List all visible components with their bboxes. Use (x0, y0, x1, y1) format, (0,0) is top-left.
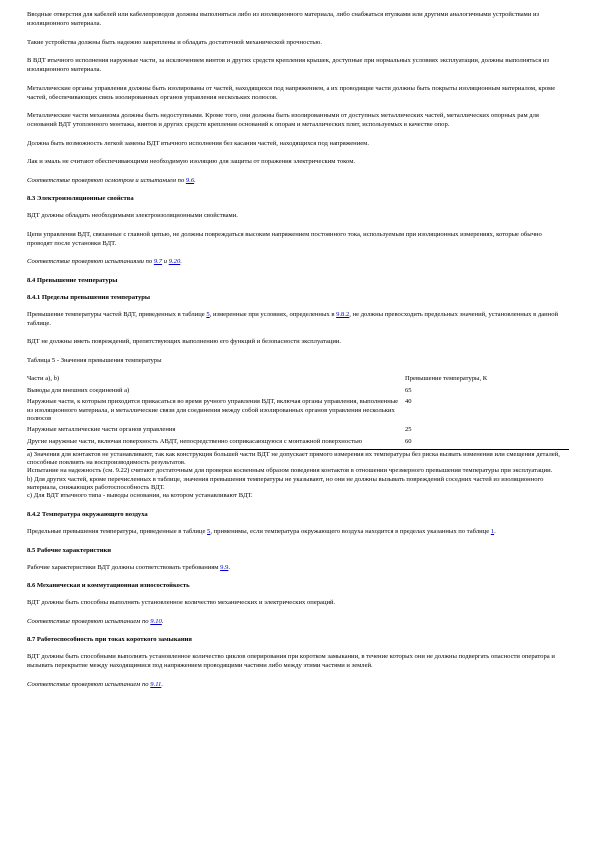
paragraph: ВДТ должны обладать необходимыми электроизоляционными свойствами. (27, 212, 238, 219)
table-row (27, 387, 569, 398)
table-row (27, 438, 569, 450)
header-value: Превышение температуры, К (405, 374, 488, 382)
section-heading-8-6: 8.6 Механическая и коммутационная износостойкость (27, 582, 190, 590)
link-9-8-2[interactable]: 9.8.2 (336, 310, 350, 318)
cell-value: 40 (405, 398, 412, 406)
table-notes-row (27, 449, 569, 500)
table-row (27, 398, 569, 426)
subsection-heading-8-4-1: 8.4.1 Пределы превышения температуры (27, 293, 151, 301)
paragraph-text: , применимы, если температура окружающего воздуха находится в пределах указанных по таблице (210, 528, 491, 536)
compliance-check-text: Соответствие проверяют испытаниями по (27, 258, 154, 265)
cell-value: 60 (405, 437, 412, 445)
paragraph-text: , не должны превосходить предельных значений, установленных в данной таблице. (27, 310, 559, 327)
cell-part: Другие наружные части, включая поверхность АВДТ, непосредственно соприкасающуюся с монтажной поверхностью (27, 437, 363, 445)
paragraph (27, 563, 569, 572)
paragraph: В ВДТ втычного исполнения наружные части, за исключением винтов и других средств крепления крышек, доступные при нормальных условиях эксплуатации, должны выполняться из изоляционного материала. (27, 57, 550, 73)
table-caption: Таблица 5 - Значения превышения температуры (27, 356, 162, 364)
paragraph (27, 527, 569, 536)
document-page (27, 10, 569, 698)
compliance-check (27, 680, 569, 689)
paragraph: Лак и эмаль не считают обеспечивающими необходимую изоляцию для защиты от поражения электрическим током. (27, 158, 356, 165)
conjunction: и (162, 258, 169, 265)
table-note: с) Для ВДТ втычного типа - выводы основания, на котором устанавливают ВДТ. (27, 492, 253, 500)
paragraph: ВДТ должны быть способными выполнять установленное количество циклов оперирования при коротком замыкании, в течение которых они не должны подвергать опасности оператора и вызывать перекрытие между находящимися под напряжением проводящими частями либо между этими частями и землей. (27, 653, 555, 670)
paragraph: ВДТ не должны иметь повреждений, препятствующих выполнению его функций и безопасности эксплуатации. (27, 338, 342, 345)
table-row (27, 426, 569, 437)
compliance-check-text: Соответствие проверяют испытанием по (27, 680, 151, 688)
table-note: а) Значения для контактов не устанавливают, так как конструкция большей части ВДТ не допускает прямого измерения их температуры без риска вызвать изменения или смещения деталей, способные повлиять на воспроизводимость результатов. (27, 450, 560, 466)
link-9-20[interactable]: 9.20 (168, 258, 181, 265)
compliance-check (27, 176, 569, 185)
cell-value: 25 (405, 426, 412, 434)
link-table-5[interactable]: 5 (206, 310, 210, 318)
header-part: Части а), b) (27, 374, 60, 382)
punctuation: . (194, 176, 196, 184)
table-note: Испытание на надежность (см. 9.22) считают достаточным для проверки косвенным образом поведения контактов в отношении чрезмерного превышения температуры при эксплуатации. (27, 467, 553, 475)
paragraph: Металлические части механизма должны быть недоступными. Кроме того, они должны быть изолированными от доступных металлических частей, металлических опорных рам для оснований ВДТ утопленного монтажа, винтов и других средств крепления оснований к опорам и металлических плит, используемых в качестве опор. (27, 112, 539, 128)
compliance-check (27, 617, 569, 626)
compliance-check (27, 257, 569, 266)
table-header-row (27, 375, 569, 388)
cell-part: Наружные части, к которым приходится прикасаться во время ручного управления ВДТ, включая органы управления, выполненные из изоляционного материала, и металлические связи для соединения между собой изолированных органов управления нескольких полюсов (27, 398, 399, 423)
compliance-check-text: Соответствие проверяют испытанием по (27, 617, 151, 625)
cell-part: Выводы для внешних соединений а) (27, 387, 130, 395)
link-table-5[interactable]: 5 (207, 528, 211, 536)
section-heading-8-7: 8.7 Работоспособность при токах короткого замыкания (27, 636, 192, 644)
link-table-1[interactable]: 1 (490, 528, 495, 536)
table-notes (27, 449, 569, 500)
temperature-rise-table (27, 375, 569, 501)
compliance-check-text: Соответствие проверяют осмотром и испытанием по (27, 176, 186, 184)
punctuation: . (494, 528, 496, 536)
spacer (27, 500, 569, 510)
paragraph: Вводные отверстия для кабелей или кабелепроводов должны выполняться либо из изоляционного материала, либо снабжаться втулками или другими аналогичными устройствами из изоляционного материала. (27, 11, 540, 27)
paragraph: ВДТ должны быть способны выполнять установленное количество механических и электрических операций. (27, 599, 336, 607)
table-note: b) Для других частей, кроме перечисленных в таблице, значения превышения температуры не указывают, но они не должны вызывать повреждений соседних частей из изоляционного материала, снижающих работоспособность ВДТ. (27, 475, 544, 491)
link-9-7[interactable]: 9.7 (153, 258, 163, 265)
link-9-6[interactable]: 9.6 (185, 176, 195, 184)
paragraph: Должна быть возможность легкой замены ВДТ втычного исполнения без касания частей, находящихся под напряжением. (27, 139, 369, 147)
cell-part: Наружные металлические части органов управления (27, 426, 176, 434)
paragraph-text: Предельные превышения температуры, приведенные в таблице (27, 528, 208, 536)
subsection-heading-8-4-2: 8.4.2 Температура окружающего воздуха (27, 511, 148, 519)
link-9-9[interactable]: 9.9 (220, 563, 229, 571)
paragraph: Цепи управления ВДТ, связанные с главной цепью, не должны повреждаться высоким напряжением постоянного тока, используемым при изоляционных измерениях, которые обычно проводят после установки ВДТ. (27, 230, 542, 247)
paragraph: Такие устройства должны быть надежно закреплены и обладать достаточной механической прочностью. (27, 38, 322, 46)
paragraph: Металлические органы управления должны быть изолированы от частей, находящихся под напряжением, а их проводящие части должны быть покрыты изоляционным материалом, кроме частей, обеспечивающих связь изолированных органов управления нескольких полюсов. (27, 84, 556, 101)
punctuation: . (180, 258, 182, 265)
punctuation: . (161, 680, 163, 688)
punctuation: . (161, 617, 164, 625)
section-heading-8-4: 8.4 Превышение температуры (27, 276, 118, 284)
section-heading-8-3: 8.3 Электроизоляционные свойства (27, 195, 134, 202)
paragraph-text: , измеренные при условиях, определенных в (209, 310, 337, 318)
cell-value: 65 (405, 387, 412, 395)
link-9-11[interactable]: 9.11 (150, 680, 162, 688)
paragraph (27, 310, 569, 328)
paragraph-text: Превышение температуры частей ВДТ, приведенных в таблице (27, 310, 207, 318)
link-9-10[interactable]: 9.10 (150, 617, 162, 625)
paragraph-text: Рабочие характеристики ВДТ должны соответствовать требованиям (27, 563, 221, 571)
punctuation: . (228, 563, 231, 571)
section-heading-8-5: 8.5 Рабочие характеристики (27, 546, 112, 554)
